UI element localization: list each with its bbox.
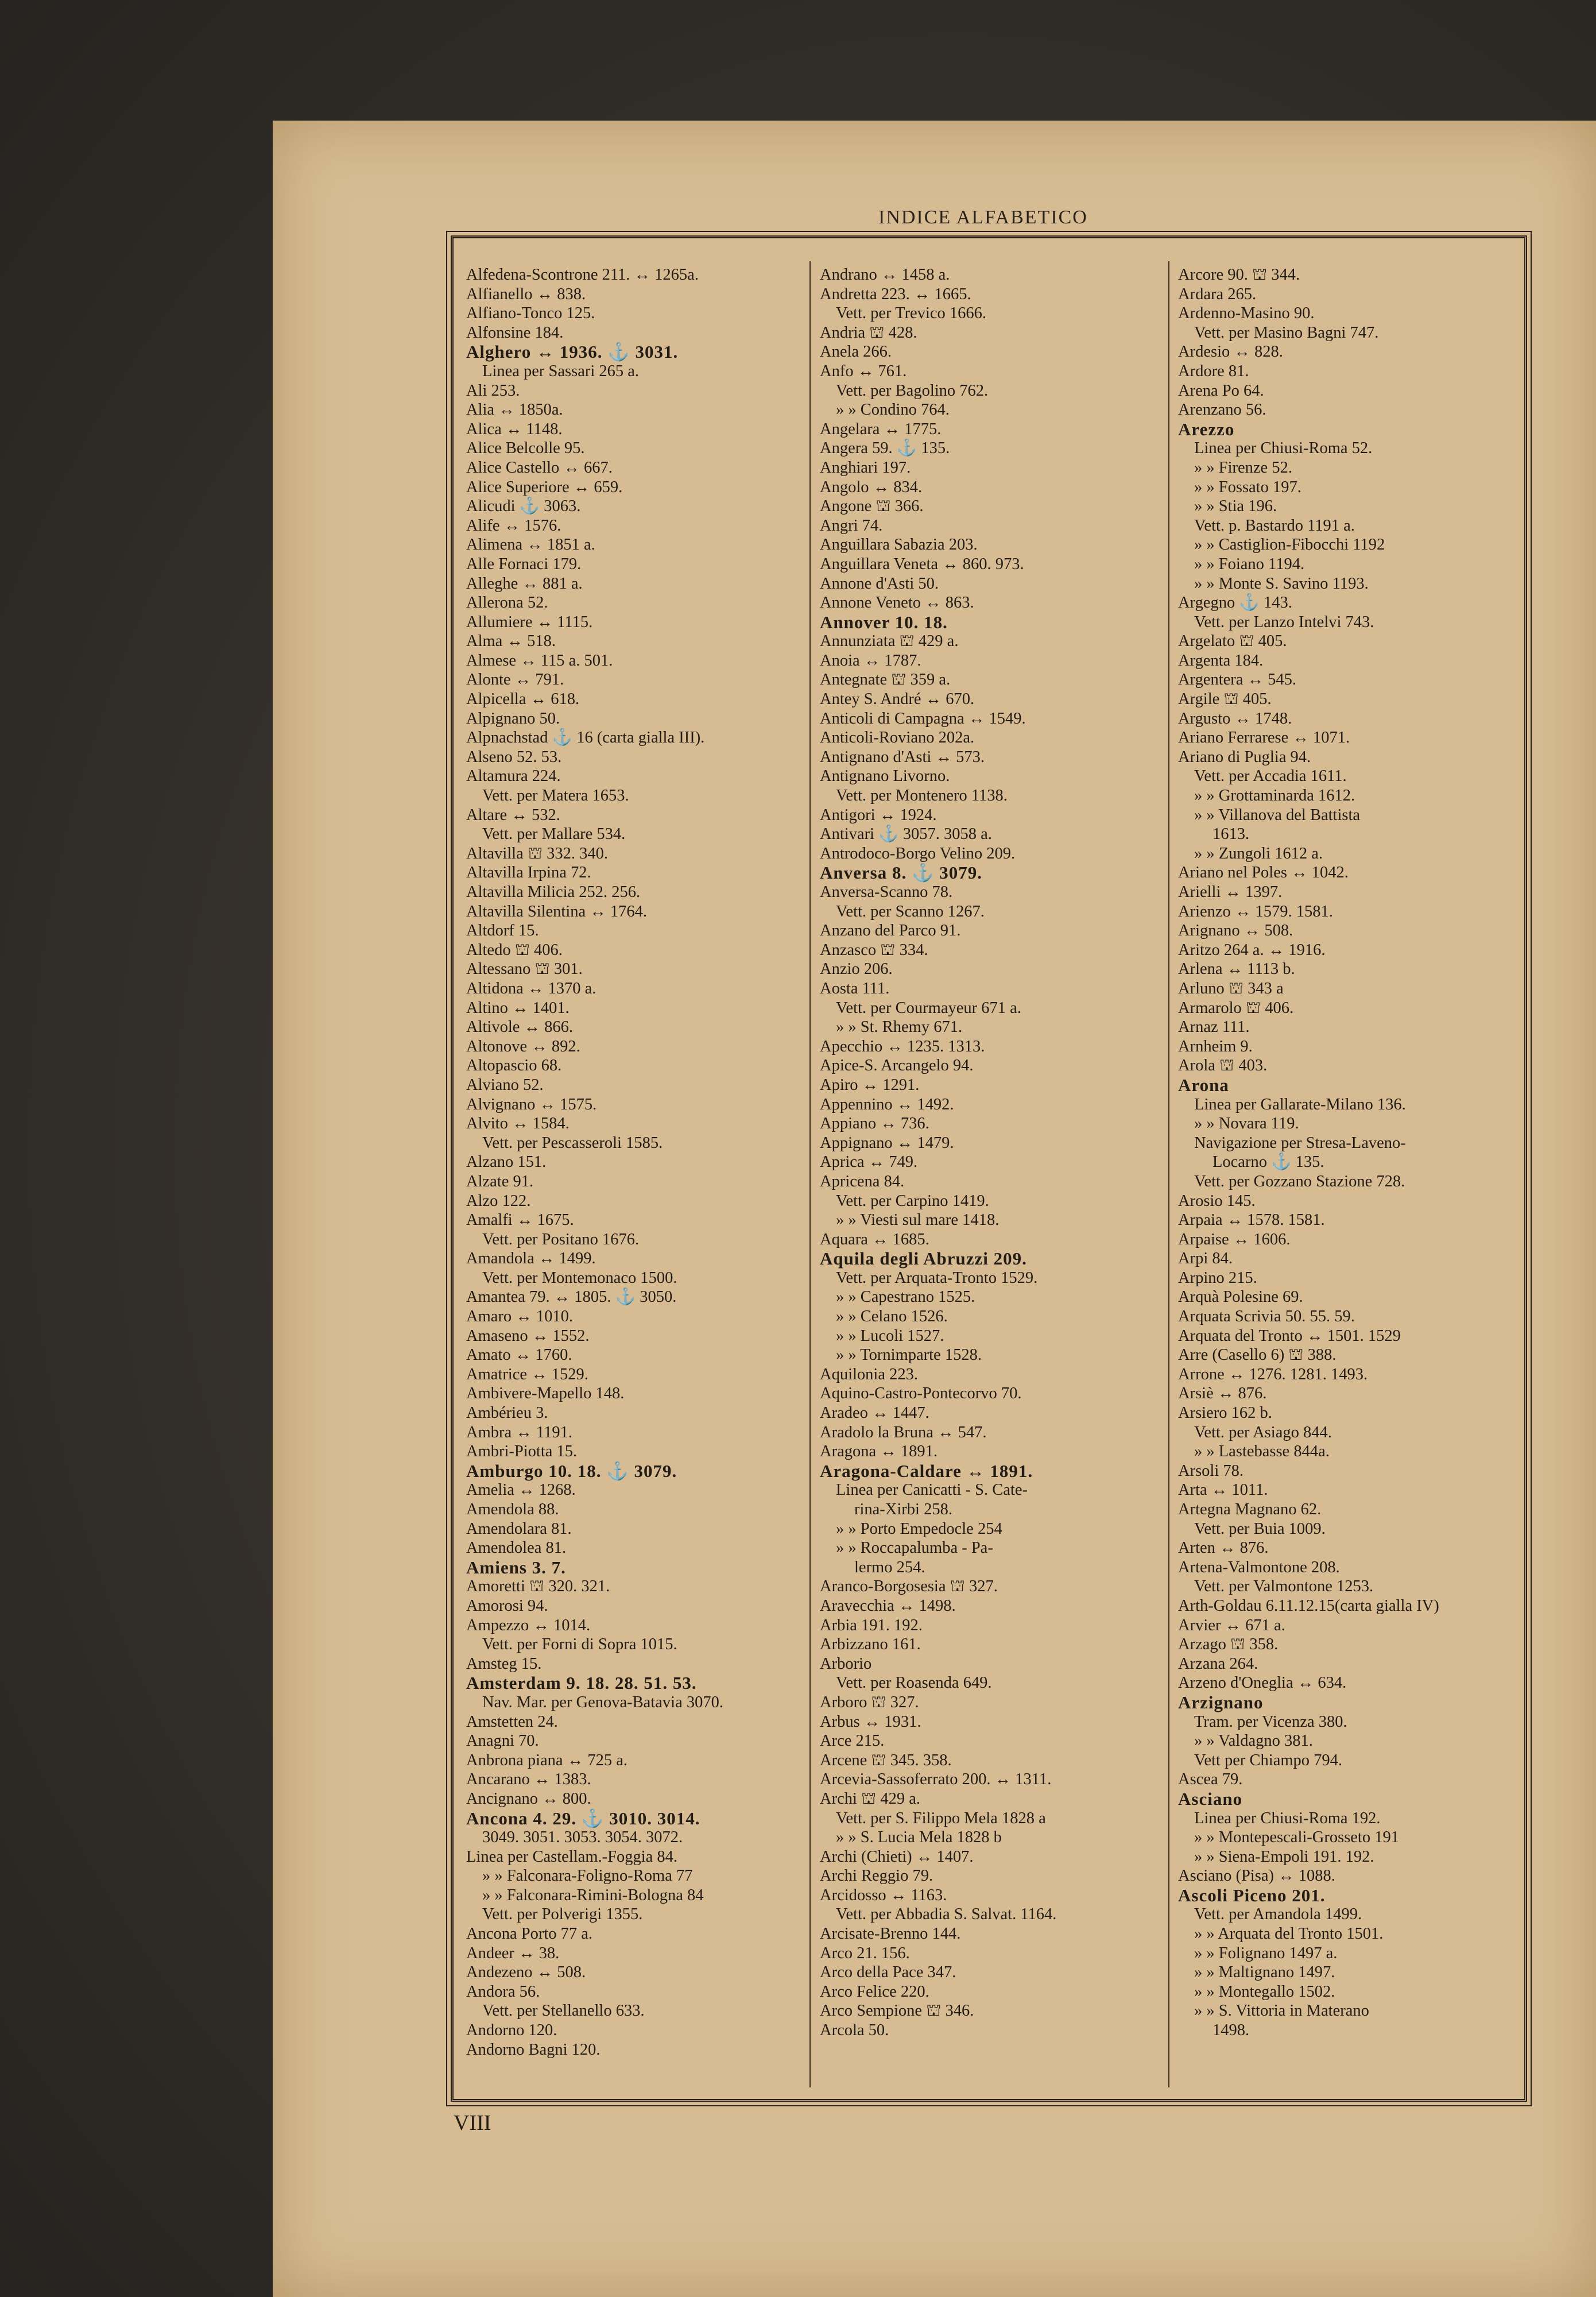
- index-entry: Amantea 79. ↔ 1805. ⚓ 3050.: [466, 1288, 677, 1306]
- index-entry: Ardenno-Masino 90.: [1178, 304, 1315, 323]
- index-entry: Alpicella ↔ 618.: [466, 690, 580, 709]
- index-entry: Anguillara Sabazia 203.: [820, 536, 978, 554]
- index-entry: Alvignano ↔ 1575.: [466, 1095, 597, 1113]
- index-column-2: [820, 265, 1164, 2040]
- index-entry: Ambra ↔ 1191.: [466, 1423, 572, 1441]
- index-entry: Argusto ↔ 1748.: [1178, 709, 1292, 728]
- index-entry: Archi Reggio 79.: [820, 1867, 933, 1885]
- index-column-1: [466, 265, 811, 2059]
- index-entry: Vett. per Carpino 1419.: [836, 1192, 989, 1210]
- index-entry: Armarolo ⛫ 406.: [1178, 999, 1294, 1017]
- index-entry: Alle Fornaci 179.: [466, 555, 582, 573]
- index-entry: Anfo ↔ 761.: [820, 362, 907, 380]
- index-entry: Anbrona piana ↔ 725 a.: [466, 1751, 627, 1769]
- index-entry: Linea per Sassari 265 a.: [482, 362, 640, 380]
- index-entry: Alice Belcolle 95.: [466, 439, 585, 458]
- index-entry: Amandola ↔ 1499.: [466, 1250, 596, 1268]
- index-entry: Argegno ⚓ 143.: [1178, 594, 1292, 612]
- index-entry: Tram. per Vicenza 380.: [1194, 1712, 1347, 1731]
- index-entry: Alma ↔ 518.: [466, 632, 556, 651]
- index-entry: » » Monte S. Savino 1193.: [1194, 574, 1369, 593]
- index-entry: Ancona Porto 77 a.: [466, 1925, 593, 1943]
- index-entry: » » Montepescali-Grosseto 191: [1194, 1828, 1399, 1847]
- index-entry: Andorno 120.: [466, 2021, 557, 2040]
- index-entry: Alfedena-Scontrone 211. ↔ 1265a.: [466, 266, 699, 284]
- index-entry: Annone Veneto ↔ 863.: [820, 594, 974, 612]
- index-entry: Ascea 79.: [1178, 1770, 1243, 1789]
- index-entry: Arluno ⛫ 343 a: [1178, 979, 1284, 997]
- index-entry: Arona: [1178, 1074, 1229, 1095]
- index-entry: Appignano ↔ 1479.: [820, 1134, 954, 1152]
- index-entry: Angelara ↔ 1775.: [820, 420, 942, 438]
- index-entry: Ali 253.: [466, 381, 520, 400]
- index-entry: Arborio: [820, 1654, 872, 1673]
- index-entry: » » Fossato 197.: [1194, 478, 1301, 496]
- index-entry: Anticoli di Campagna ↔ 1549.: [820, 709, 1026, 728]
- index-entry: Almese ↔ 115 a. 501.: [466, 651, 613, 670]
- index-entry: Vett. per Montenero 1138.: [836, 787, 1008, 805]
- index-entry: Amaseno ↔ 1552.: [466, 1327, 590, 1345]
- index-entry: Ancarano ↔ 1383.: [466, 1770, 591, 1789]
- index-entry: Anela 266.: [820, 343, 892, 361]
- index-entry: Vett per Chiampo 794.: [1194, 1751, 1343, 1769]
- index-entry: Ariano nel Poles ↔ 1042.: [1178, 864, 1349, 882]
- index-entry: Arce 215.: [820, 1732, 885, 1750]
- index-entry: » » Capestrano 1525.: [836, 1288, 975, 1306]
- index-entry: Argelato ⛫ 405.: [1178, 632, 1287, 651]
- index-entry: Allerona 52.: [466, 594, 548, 612]
- index-entry: Asciano (Pisa) ↔ 1088.: [1178, 1867, 1335, 1885]
- index-entry: Arcene ⛫ 345. 358.: [820, 1751, 952, 1769]
- index-entry: Alfonsine 184.: [466, 323, 564, 342]
- index-entry: Argile ⛫ 405.: [1178, 690, 1272, 709]
- index-entry: Arvier ↔ 671 a.: [1178, 1616, 1285, 1634]
- index-entry: Altidona ↔ 1370 a.: [466, 979, 596, 997]
- index-entry: Andezeno ↔ 508.: [466, 1963, 586, 1982]
- index-entry: Arpino 215.: [1178, 1269, 1257, 1287]
- index-entry: Antigori ↔ 1924.: [820, 806, 937, 824]
- index-entry: Aragona-Caldare ↔ 1891.: [820, 1460, 1033, 1481]
- index-entry: Vett. per Arquata-Tronto 1529.: [836, 1269, 1038, 1287]
- index-entry: Alfiano-Tonco 125.: [466, 304, 595, 323]
- index-entry: 3049. 3051. 3053. 3054. 3072.: [482, 1828, 683, 1847]
- index-entry: Altavilla Silentina ↔ 1764.: [466, 902, 648, 921]
- index-entry: Alvito ↔ 1584.: [466, 1115, 570, 1133]
- index-entry: Alpignano 50.: [466, 709, 560, 728]
- index-entry: Altino ↔ 1401.: [466, 999, 570, 1017]
- index-entry: Argenta 184.: [1178, 651, 1264, 670]
- index-entry: Angera 59. ⚓ 135.: [820, 439, 950, 458]
- index-entry: Alseno 52. 53.: [466, 748, 562, 766]
- index-entry: Vett. per Courmayeur 671 a.: [836, 999, 1021, 1017]
- index-entry: Apecchio ↔ 1235. 1313.: [820, 1037, 985, 1055]
- index-entry: Archi ⛫ 429 a.: [820, 1789, 920, 1808]
- index-entry: Arco Sempione ⛫ 346.: [820, 2002, 974, 2020]
- index-entry: Arbus ↔ 1931.: [820, 1712, 921, 1731]
- index-entry: » » Tornimparte 1528.: [836, 1346, 982, 1364]
- index-entry: Apiro ↔ 1291.: [820, 1076, 920, 1094]
- index-entry: Amsteg 15.: [466, 1654, 542, 1673]
- index-entry: Antegnate ⛫ 359 a.: [820, 671, 951, 689]
- index-entry: Arcevia-Sassoferrato 200. ↔ 1311.: [820, 1770, 1052, 1789]
- index-entry: Arzeno d'Oneglia ↔ 634.: [1178, 1674, 1347, 1692]
- index-entry: Annone d'Asti 50.: [820, 574, 939, 593]
- index-entry: Locarno ⚓ 135.: [1213, 1153, 1324, 1171]
- index-entry: Anoia ↔ 1787.: [820, 651, 921, 670]
- index-entry: Angolo ↔ 834.: [820, 478, 923, 496]
- index-entry: Amiens 3. 7.: [466, 1557, 566, 1577]
- index-entry: Vett. per Buia 1009.: [1194, 1519, 1326, 1538]
- index-entry: Artegna Magnano 62.: [1178, 1501, 1322, 1518]
- index-entry: Vett. per Trevico 1666.: [836, 304, 987, 323]
- index-entry: Vett. per Lanzo Intelvi 743.: [1194, 613, 1374, 631]
- index-entry: Annover 10. 18.: [820, 612, 948, 632]
- index-entry: Arpi 84.: [1178, 1250, 1233, 1268]
- index-entry: Linea per Canicatti - S. Cate-: [836, 1481, 1028, 1499]
- index-entry: Arre (Casello 6) ⛫ 388.: [1178, 1346, 1337, 1364]
- index-entry: Anversa 8. ⚓ 3079.: [820, 863, 983, 883]
- index-entry: Arpaise ↔ 1606.: [1178, 1230, 1291, 1248]
- index-entry: Amelia ↔ 1268.: [466, 1481, 576, 1499]
- index-entry: » » Viesti sul mare 1418.: [836, 1211, 1000, 1229]
- index-entry: Argentera ↔ 545.: [1178, 671, 1297, 689]
- index-entry: Anversa-Scanno 78.: [820, 883, 953, 901]
- index-entry: Arignano ↔ 508.: [1178, 922, 1293, 940]
- index-entry: Alpnachstad ⚓ 16 (carta gialla III).: [466, 729, 705, 747]
- index-entry: Antignano Livorno.: [820, 767, 950, 786]
- index-entry: Aquila degli Abruzzi 209.: [820, 1248, 1027, 1269]
- index-entry: Vett. per Roasenda 649.: [836, 1674, 992, 1692]
- index-entry: Altopascio 68.: [466, 1057, 562, 1075]
- index-entry: Ancignano ↔ 800.: [466, 1789, 591, 1808]
- index-entry: Vett. per Abbadia S. Salvat. 1164.: [836, 1905, 1057, 1924]
- index-entry: Aranco-Borgosesia ⛫ 327.: [820, 1577, 998, 1596]
- index-entry: Amburgo 10. 18. ⚓ 3079.: [466, 1460, 677, 1481]
- index-entry: Amoretti ⛫ 320. 321.: [466, 1577, 610, 1596]
- index-entry: Amatrice ↔ 1529.: [466, 1365, 588, 1383]
- index-entry: Vett. per S. Filippo Mela 1828 a: [836, 1809, 1046, 1827]
- index-entry: Alimena ↔ 1851 a.: [466, 536, 595, 554]
- index-entry: Alzano 151.: [466, 1153, 547, 1171]
- index-entry: Navigazione per Stresa-Laveno-: [1194, 1134, 1406, 1152]
- index-entry: Arquata del Tronto ↔ 1501. 1529: [1178, 1327, 1401, 1345]
- index-entry: Alica ↔ 1148.: [466, 420, 563, 438]
- index-entry: Vett. per Bagolino 762.: [836, 381, 989, 400]
- index-entry: Alicudi ⚓ 3063.: [466, 497, 581, 516]
- index-entry: Apricena 84.: [820, 1172, 905, 1190]
- index-entry: Alzate 91.: [466, 1172, 534, 1190]
- index-entry: Vett. per Positano 1676.: [482, 1230, 640, 1248]
- index-entry: Arzana 264.: [1178, 1654, 1258, 1673]
- index-entry: Altare ↔ 532.: [466, 806, 560, 824]
- index-entry: » » Lastebasse 844a.: [1194, 1443, 1330, 1461]
- index-entry: Anzasco ⛫ 334.: [820, 941, 928, 959]
- index-entry: Alfianello ↔ 838.: [466, 285, 586, 303]
- index-entry: Arco della Pace 347.: [820, 1963, 956, 1982]
- index-entry: Arzignano: [1178, 1692, 1264, 1712]
- index-entry: Arenzano 56.: [1178, 401, 1266, 419]
- index-entry: Vett. per Pescasseroli 1585.: [482, 1134, 663, 1152]
- index-entry: » » S. Vittoria in Materano: [1194, 2002, 1369, 2020]
- index-entry: Archi (Chieti) ↔ 1407.: [820, 1847, 974, 1866]
- index-entry: Vett. per Scanno 1267.: [836, 902, 985, 921]
- index-entry: Altavilla Irpina 72.: [466, 864, 591, 882]
- index-entry: Nav. Mar. per Genova-Batavia 3070.: [482, 1693, 723, 1711]
- index-entry: Aradeo ↔ 1447.: [820, 1404, 929, 1422]
- index-entry: Ambri-Piotta 15.: [466, 1443, 578, 1461]
- index-column-3: [1178, 265, 1523, 2040]
- index-entry: Antivari ⚓ 3057. 3058 a.: [820, 825, 992, 844]
- index-entry: Alzo 122.: [466, 1192, 531, 1210]
- index-entry: Amendolara 81.: [466, 1519, 572, 1538]
- index-entry: » » Lucoli 1527.: [836, 1327, 944, 1345]
- index-entry: Arzago ⛫ 358.: [1178, 1635, 1279, 1654]
- index-entry: Arbia 191. 192.: [820, 1616, 923, 1634]
- index-entry: » » Firenze 52.: [1194, 458, 1292, 477]
- index-entry: » » Falconara-Foligno-Roma 77: [482, 1867, 693, 1885]
- index-entry: Alonte ↔ 791.: [466, 671, 564, 689]
- index-entry: » » Stia 196.: [1194, 497, 1277, 516]
- index-entry: Ariano di Puglia 94.: [1178, 748, 1311, 766]
- index-entry: Amsterdam 9. 18. 28. 51. 53.: [466, 1673, 697, 1693]
- index-entry: Vett. per Stellanello 633.: [482, 2002, 645, 2020]
- index-entry: Antey S. André ↔ 670.: [820, 690, 975, 709]
- index-entry: Appennino ↔ 1492.: [820, 1095, 954, 1113]
- index-entry: Arquà Polesine 69.: [1178, 1288, 1303, 1306]
- index-entry: » » Valdagno 381.: [1194, 1732, 1313, 1750]
- index-entry: Arena Po 64.: [1178, 381, 1264, 400]
- index-entry: Arten ↔ 876.: [1178, 1539, 1269, 1557]
- index-entry: Vett. p. Bastardo 1191 a.: [1194, 516, 1355, 535]
- index-entry: Annunziata ⛫ 429 a.: [820, 632, 959, 651]
- index-entry: Appiano ↔ 736.: [820, 1115, 929, 1133]
- index-entry: Alleghe ↔ 881 a.: [466, 574, 583, 593]
- index-entry: Arta ↔ 1011.: [1178, 1481, 1268, 1499]
- index-entry: » » Porto Empedocle 254: [836, 1519, 1002, 1538]
- index-entry: » » Foiano 1194.: [1194, 555, 1305, 573]
- index-entry: » » Falconara-Rimini-Bologna 84: [482, 1886, 704, 1904]
- index-entry: Linea per Gallarate-Milano 136.: [1194, 1095, 1406, 1113]
- index-entry: Alife ↔ 1576.: [466, 516, 561, 535]
- index-entry: Aosta 111.: [820, 979, 890, 997]
- index-entry: Andrano ↔ 1458 a.: [820, 266, 950, 284]
- index-entry: Arosio 145.: [1178, 1192, 1256, 1210]
- index-entry: Arnaz 111.: [1178, 1018, 1250, 1037]
- index-entry: Amstetten 24.: [466, 1712, 558, 1731]
- index-entry: Aragona ↔ 1891.: [820, 1443, 938, 1461]
- index-entry: Alice Superiore ↔ 659.: [466, 478, 623, 496]
- index-entry: Angri 74.: [820, 516, 883, 535]
- index-entry: Altdorf 15.: [466, 922, 539, 940]
- index-entry: Arbizzano 161.: [820, 1635, 921, 1654]
- index-entry: Andretta 223. ↔ 1665.: [820, 285, 971, 303]
- running-head: INDICE ALFABETICO: [878, 207, 1088, 228]
- index-entry: Amorosi 94.: [466, 1596, 548, 1615]
- index-entry: Arcola 50.: [820, 2021, 889, 2040]
- index-entry: Altavilla Milicia 252. 256.: [466, 883, 641, 901]
- index-entry: Altavilla ⛫ 332. 340.: [466, 844, 609, 863]
- index-entry: » » Folignano 1497 a.: [1194, 1944, 1338, 1962]
- index-entry: Alice Castello ↔ 667.: [466, 458, 613, 477]
- index-entry: Ambivere-Mapello 148.: [466, 1385, 625, 1403]
- index-entry: Vett. per Asiago 844.: [1194, 1423, 1332, 1441]
- index-entry: Amendola 88.: [466, 1501, 559, 1518]
- index-entry: Ardesio ↔ 828.: [1178, 343, 1283, 361]
- index-entry: Antignano d'Asti ↔ 573.: [820, 748, 985, 766]
- index-entry: Ardara 265.: [1178, 285, 1257, 303]
- index-entry: Amato ↔ 1760.: [466, 1346, 572, 1364]
- index-entry: » » Zungoli 1612 a.: [1194, 844, 1323, 863]
- index-entry: Anghiari 197.: [820, 458, 911, 477]
- index-entry: Arcidosso ↔ 1163.: [820, 1886, 947, 1904]
- index-entry: Amaro ↔ 1010.: [466, 1308, 574, 1326]
- index-entry: Arco Felice 220.: [820, 1982, 929, 2001]
- index-entry: Vett. per Montemonaco 1500.: [482, 1269, 677, 1287]
- index-entry: » » Grottaminarda 1612.: [1194, 787, 1355, 805]
- index-entry: Amendolea 81.: [466, 1539, 567, 1557]
- index-entry: lermo 254.: [854, 1558, 925, 1576]
- index-entry: Ampezzo ↔ 1014.: [466, 1616, 591, 1634]
- index-entry: 1498.: [1213, 2021, 1250, 2040]
- index-entry: Ascoli Piceno 201.: [1178, 1885, 1326, 1905]
- index-entry: Aquilonia 223.: [820, 1365, 918, 1383]
- index-entry: Arpaia ↔ 1578. 1581.: [1178, 1211, 1325, 1229]
- index-entry: Aravecchia ↔ 1498.: [820, 1596, 956, 1615]
- index-entry: Andria ⛫ 428.: [820, 323, 917, 342]
- index-entry: Arsiè ↔ 876.: [1178, 1385, 1267, 1403]
- index-entry: Arrone ↔ 1276. 1281. 1493.: [1178, 1365, 1368, 1383]
- index-entry: Anagni 70.: [466, 1732, 539, 1750]
- index-entry: Arola ⛫ 403.: [1178, 1057, 1268, 1075]
- index-entry: Vett. per Accadia 1611.: [1194, 767, 1347, 786]
- index-entry: Arsiero 162 b.: [1178, 1404, 1272, 1422]
- index-entry: » » Celano 1526.: [836, 1308, 948, 1326]
- index-entry: Vett. per Mallare 534.: [482, 825, 626, 844]
- index-entry: » » Villanova del Battista: [1194, 806, 1361, 824]
- index-entry: Andeer ↔ 38.: [466, 1944, 560, 1962]
- index-entry: Aquara ↔ 1685.: [820, 1230, 929, 1248]
- index-entry: Artena-Valmontone 208.: [1178, 1558, 1340, 1576]
- index-entry: Arsoli 78.: [1178, 1461, 1244, 1480]
- index-entry: Aritzo 264 a. ↔ 1916.: [1178, 941, 1326, 959]
- index-entry: Arnheim 9.: [1178, 1037, 1253, 1055]
- index-entry: Linea per Chiusi-Roma 52.: [1194, 439, 1373, 458]
- index-entry: » » S. Lucia Mela 1828 b: [836, 1828, 1002, 1847]
- index-entry: Andora 56.: [466, 1982, 540, 2001]
- column-rule: [1168, 261, 1169, 2087]
- index-entry: Allumiere ↔ 1115.: [466, 613, 593, 631]
- index-entry: Vett. per Polverigi 1355.: [482, 1905, 643, 1924]
- index-entry: Vett. per Amandola 1499.: [1194, 1905, 1362, 1924]
- index-entry: Anzano del Parco 91.: [820, 922, 961, 940]
- index-entry: Aradolo la Bruna ↔ 547.: [820, 1423, 987, 1441]
- index-entry: Anguillara Veneta ↔ 860. 973.: [820, 555, 1024, 573]
- index-entry: Arienzo ↔ 1579. 1581.: [1178, 902, 1333, 921]
- index-entry: Ancona 4. 29. ⚓ 3010. 3014.: [466, 1808, 700, 1828]
- index-entry: Arboro ⛫ 327.: [820, 1693, 919, 1711]
- index-entry: Anticoli-Roviano 202a.: [820, 729, 975, 747]
- page-number: VIII: [454, 2111, 491, 2135]
- index-entry: Arth-Goldau 6.11.12.15(carta gialla IV): [1178, 1596, 1439, 1615]
- index-entry: » » St. Rhemy 671.: [836, 1018, 963, 1037]
- index-entry: » » Siena-Empoli 191. 192.: [1194, 1847, 1374, 1866]
- index-entry: Aquino-Castro-Pontecorvo 70.: [820, 1385, 1022, 1403]
- index-entry: Apice-S. Arcangelo 94.: [820, 1057, 974, 1075]
- index-entry: Amalfi ↔ 1675.: [466, 1211, 574, 1229]
- index-entry: » » Novara 119.: [1194, 1115, 1299, 1133]
- index-entry: 1613.: [1213, 825, 1250, 844]
- index-entry: Altedo ⛫ 406.: [466, 941, 563, 959]
- index-entry: Vett. per Gozzano Stazione 728.: [1194, 1172, 1405, 1190]
- index-entry: Aprica ↔ 749.: [820, 1153, 918, 1171]
- index-entry: Arcore 90. ⛫ 344.: [1178, 266, 1300, 284]
- index-entry: Arco 21. 156.: [820, 1944, 910, 1962]
- index-entry: » » Condino 764.: [836, 401, 950, 419]
- index-entry: Angone ⛫ 366.: [820, 497, 924, 516]
- index-entry: Alviano 52.: [466, 1076, 544, 1094]
- index-entry: Linea per Castellam.-Foggia 84.: [466, 1847, 678, 1866]
- index-entry: Ardore 81.: [1178, 362, 1249, 380]
- index-entry: Altamura 224.: [466, 767, 561, 786]
- index-entry: Vett. per Masino Bagni 747.: [1194, 323, 1379, 342]
- index-entry: Antrodoco-Borgo Velino 209.: [820, 844, 1016, 863]
- index-entry: » » Castiglion-Fibocchi 1192: [1194, 536, 1385, 554]
- index-entry: Linea per Chiusi-Roma 192.: [1194, 1809, 1381, 1827]
- index-entry: Arcisate-Brenno 144.: [820, 1925, 961, 1943]
- index-entry: Alghero ↔ 1936. ⚓ 3031.: [466, 342, 679, 362]
- index-entry: Ambérieu 3.: [466, 1404, 548, 1422]
- index-entry: » » Roccapalumba - Pa-: [836, 1539, 993, 1557]
- index-entry: Altonove ↔ 892.: [466, 1037, 580, 1055]
- index-entry: Arezzo: [1178, 419, 1235, 439]
- index-entry: Vett. per Forni di Sopra 1015.: [482, 1635, 677, 1654]
- index-entry: » » Maltignano 1497.: [1194, 1963, 1335, 1982]
- index-entry: Altivole ↔ 866.: [466, 1018, 574, 1037]
- index-entry: Vett. per Matera 1653.: [482, 787, 629, 805]
- index-entry: » » Montegallo 1502.: [1194, 1982, 1335, 2001]
- index-entry: Alia ↔ 1850a.: [466, 401, 563, 419]
- index-entry: Anzio 206.: [820, 960, 893, 979]
- index-entry: Arquata Scrivia 50. 55. 59.: [1178, 1308, 1355, 1326]
- index-entry: Vett. per Valmontone 1253.: [1194, 1577, 1374, 1596]
- index-entry: Arielli ↔ 1397.: [1178, 883, 1283, 901]
- index-entry: Altessano ⛫ 301.: [466, 960, 583, 979]
- index-entry: Andorno Bagni 120.: [466, 2040, 601, 2059]
- index-entry: Asciano: [1178, 1788, 1243, 1809]
- index-entry: Arlena ↔ 1113 b.: [1178, 960, 1295, 979]
- index-entry: Ariano Ferrarese ↔ 1071.: [1178, 729, 1350, 747]
- index-entry: rina-Xirbi 258.: [854, 1501, 952, 1518]
- index-entry: » » Arquata del Tronto 1501.: [1194, 1925, 1384, 1943]
